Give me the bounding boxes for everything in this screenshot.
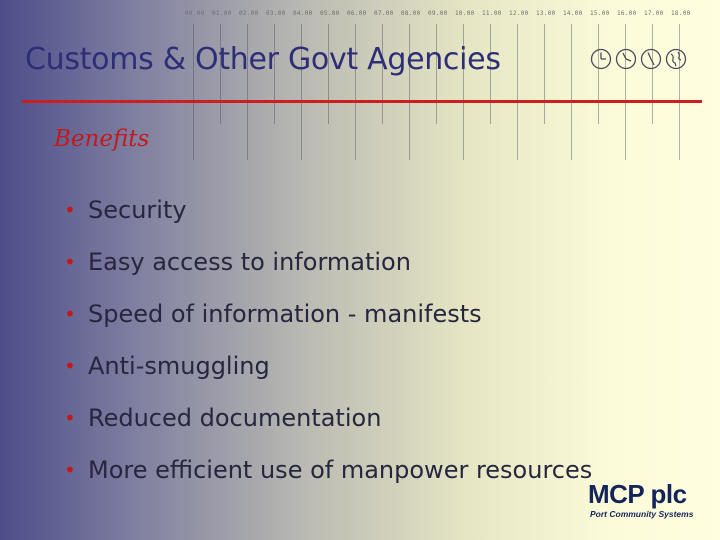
slide-title: Customs & Other Govt Agencies xyxy=(25,42,501,77)
timeline-line xyxy=(625,24,626,160)
timeline-label: 18.00 xyxy=(671,10,691,17)
clock-icon xyxy=(590,48,612,70)
bullet-text: More efficient use of manpower resources xyxy=(88,456,593,484)
title-underline xyxy=(22,100,702,103)
timeline-label: 03.00 xyxy=(266,10,286,17)
timeline-label: 07.00 xyxy=(374,10,394,17)
clock-icons xyxy=(590,48,687,72)
bullet-marker: • xyxy=(64,406,76,430)
bullet-text: Easy access to information xyxy=(88,248,411,276)
bullet-marker: • xyxy=(64,250,76,274)
globe-icon xyxy=(665,48,687,70)
bullet-marker: • xyxy=(64,354,76,378)
bullet-marker: • xyxy=(64,302,76,326)
timeline-background xyxy=(185,0,695,160)
bullet-item xyxy=(64,340,592,392)
timeline-label: 06.00 xyxy=(347,10,367,17)
timeline-line xyxy=(544,24,545,124)
bullet-marker: • xyxy=(64,198,76,222)
timeline-label: 16.00 xyxy=(617,10,637,17)
clock-icon xyxy=(640,48,662,70)
bullet-text: Anti-smuggling xyxy=(88,352,270,380)
timeline-label: 11.00 xyxy=(482,10,502,17)
timeline-label: 13.00 xyxy=(536,10,556,17)
bullet-text: Speed of information - manifests xyxy=(88,300,482,328)
timeline-line xyxy=(517,24,518,160)
timeline-label: 14.00 xyxy=(563,10,583,17)
timeline-label: 10.00 xyxy=(455,10,475,17)
bullet-item xyxy=(64,236,592,288)
logo-name: MCP plc xyxy=(588,479,687,509)
bullet-item xyxy=(64,184,592,236)
bullet-list xyxy=(64,184,592,496)
timeline-label: 09.00 xyxy=(428,10,448,17)
timeline-line xyxy=(652,24,653,124)
timeline-label: 01.00 xyxy=(212,10,232,17)
bullet-item xyxy=(64,288,592,340)
timeline-line xyxy=(679,24,680,160)
timeline-label: 05.00 xyxy=(320,10,340,17)
timeline-line xyxy=(571,24,572,160)
timeline-label: 04.00 xyxy=(293,10,313,17)
clock-icon xyxy=(615,48,637,70)
company-logo xyxy=(588,480,698,520)
timeline-label: 12.00 xyxy=(509,10,529,17)
logo-tagline: Port Community Systems xyxy=(590,509,694,519)
bullet-item xyxy=(64,444,592,496)
timeline-label: 08.00 xyxy=(401,10,421,17)
bullet-text: Security xyxy=(88,196,187,224)
slide-subtitle: Benefits xyxy=(54,126,150,152)
bullet-item xyxy=(64,392,592,444)
timeline-label: 00.00 xyxy=(185,10,205,17)
timeline-label: 15.00 xyxy=(590,10,610,17)
bullet-marker: • xyxy=(64,458,76,482)
bullet-text: Reduced documentation xyxy=(88,404,382,432)
timeline-line xyxy=(598,24,599,124)
timeline-label: 17.00 xyxy=(644,10,664,17)
timeline-label: 02.00 xyxy=(239,10,259,17)
